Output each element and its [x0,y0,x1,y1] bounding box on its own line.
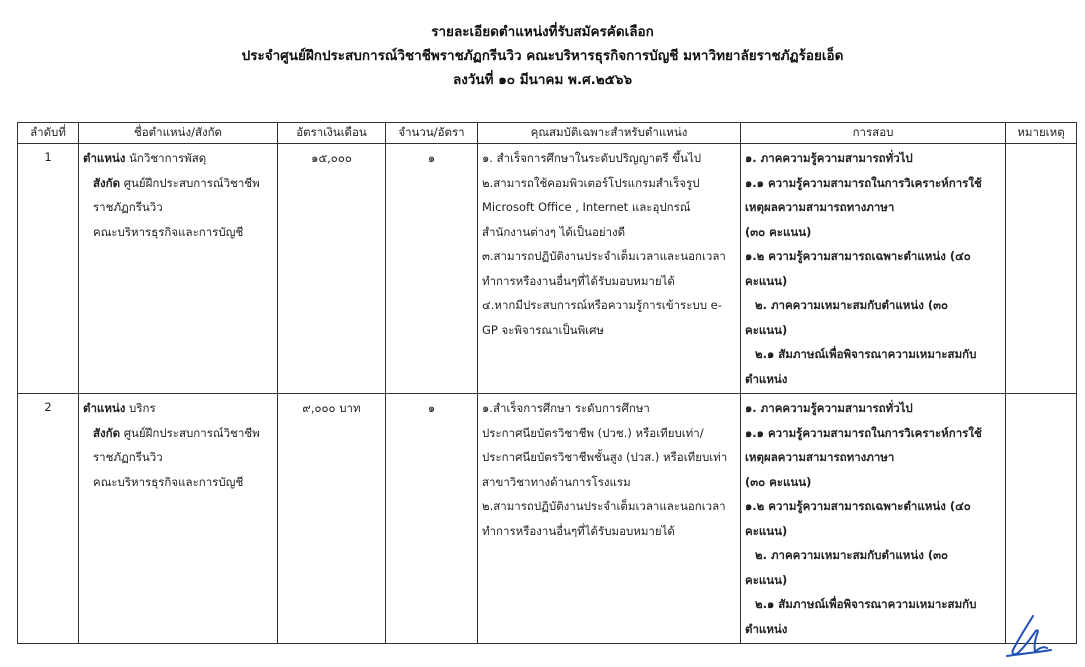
qualification-line: ๑.สำเร็จการศึกษา ระดับการศึกษา [482,401,650,415]
exam-line: เหตุผลความสามารถทางภาษา [745,450,895,464]
exam-line: ๑.๒ ความรู้ความสามารถเฉพาะตำแหน่ง (๔๐ [745,249,971,263]
exam-line: ตำแหน่ง [745,371,788,386]
column-header-note: หมายเหตุ [1006,123,1077,144]
qualification-line: ๑. สำเร็จการศึกษาในระดับปริญญาตรี ขึ้นไป [482,151,702,165]
column-header-position: ชื่อตำแหน่ง/สังกัด [79,123,278,144]
qualification-line: ทำการหรืองานอื่นๆที่ได้รับมอบหมายได้ [482,523,675,538]
exam-line: ๑. ภาคความรู้ความสามารถทั่วไป [745,401,913,415]
qualification-line: ๔.หากมีประสบการณ์หรือความรู้การเข้าระบบ e- [482,298,722,312]
exam-line: ๒.๑ สัมภาษณ์เพื่อพิจารณาความเหมาะสมกับ [755,347,977,361]
affiliation-name: ศูนย์ฝึกประสบการณ์วิชาชีพ [120,425,260,440]
affiliation-line: คณะบริหารธุรกิจและการบัญชี [93,224,244,239]
signature-mark [1005,612,1055,662]
exam-line: (๓๐ คะแนน) [745,474,812,489]
exam-line: ๒.๑ สัมภาษณ์เพื่อพิจารณาความเหมาะสมกับ [755,597,977,611]
document-title: รายละเอียดตำแหน่งที่รับสมัครคัดเลือก [431,24,654,40]
qualifications-cell [478,394,741,644]
affiliation-line [83,421,273,446]
qualifications-cell [478,144,741,394]
qualification-line: ๓.สามารถปฏิบัติงานประจำเต็มเวลาและนอกเวลา [482,249,726,263]
exam-cell [741,144,1006,394]
count-cell: ๑ [386,394,478,644]
salary-cell: ๑๕,๐๐๐ [278,144,386,394]
document-header [0,20,1085,92]
exam-line: (๓๐ คะแนน) [745,224,812,239]
document-subtitle: ประจำศูนย์ฝึกประสบการณ์วิชาชีพราชภัฏกรีนวิว คณะบริหารธุรกิจการบัญชี มหาวิทยาลัยราชภัฏร้อยเอ็ด [241,48,844,64]
qualification-line: สำนักงานต่างๆ ได้เป็นอย่างดี [482,224,626,239]
qualification-line: ประกาศนียบัตรวิชาชีพ (ปวช.) หรือเทียบเท่า/ [482,425,704,440]
exam-line: ๑. ภาคความรู้ความสามารถทั่วไป [745,151,913,165]
affiliation-line: ราชภัฏกรีนวิว [93,200,163,214]
qualification-line: ประกาศนียบัตรวิชาชีพชั้นสูง (ปวส.) หรือเทียบเท่า [482,450,728,464]
column-header-qualifications: คุณสมบัติเฉพาะสำหรับตำแหน่ง [478,123,741,144]
position-name: นักวิชาการพัสดุ [125,151,207,165]
qualification-line: Microsoft Office , Internet และอุปกรณ์ [482,200,691,214]
exam-line: คะแนน) [745,273,788,288]
position-name: บริกร [125,401,156,415]
exam-line: ตำแหน่ง [745,621,788,636]
exam-line: เหตุผลความสามารถทางภาษา [745,200,895,214]
exam-line: ๑.๑ ความรู้ความสามารถในการวิเคราะห์การใช้ [745,425,982,440]
document-date: ลงวันที่ ๑๐ มีนาคม พ.ศ.๒๕๖๖ [452,72,633,88]
column-header-salary: อัตราเงินเดือน [278,123,386,144]
row-number: 1 [18,144,79,394]
position-label: ตำแหน่ง [83,151,126,165]
exam-line: ๑.๑ ความรู้ความสามารถในการวิเคราะห์การใช้ [745,175,982,190]
position-cell [79,394,278,644]
qualification-line: ๒.สามารถใช้คอมพิวเตอร์โปรแกรมสำเร็จรูป [482,175,700,190]
table-row [18,144,1077,394]
table-row [18,394,1077,644]
column-header-exam: การสอบ [741,123,1006,144]
exam-line: ๒. ภาคความเหมาะสมกับตำแหน่ง (๓๐ [755,548,948,562]
note-cell [1006,144,1077,394]
exam-line: ๒. ภาคความเหมาะสมกับตำแหน่ง (๓๐ [755,298,948,312]
column-header-count: จำนวน/อัตรา [386,123,478,144]
affiliation-line: ราชภัฏกรีนวิว [93,450,163,464]
affiliation-line: คณะบริหารธุรกิจและการบัญชี [93,474,244,489]
exam-line: คะแนน) [745,322,788,337]
affiliation-name: ศูนย์ฝึกประสบการณ์วิชาชีพ [120,175,260,190]
affiliation-line [83,171,273,196]
note-cell [1006,394,1077,644]
qualification-line: ๒.สามารถปฏิบัติงานประจำเต็มเวลาและนอกเวลา [482,499,726,513]
qualification-line: สาขาวิชาทางด้านการโรงแรม [482,474,631,489]
count-cell: ๑ [386,144,478,394]
exam-line: คะแนน) [745,572,788,587]
exam-line: คะแนน) [745,523,788,538]
positions-table [17,122,1077,644]
affiliation-label: สังกัด [93,175,121,190]
exam-cell [741,394,1006,644]
row-number: 2 [18,394,79,644]
position-line [83,146,273,171]
position-cell [79,144,278,394]
salary-cell: ๙,๐๐๐ บาท [278,394,386,644]
affiliation-label: สังกัด [93,425,121,440]
qualification-line: ทำการหรืองานอื่นๆที่ได้รับมอบหมายได้ [482,273,675,288]
position-line [83,396,273,421]
qualification-line: GP จะพิจารณาเป็นพิเศษ [482,322,604,337]
column-header-no: ลำดับที่ [18,123,79,144]
signature-stroke [1007,616,1051,656]
exam-line: ๑.๒ ความรู้ความสามารถเฉพาะตำแหน่ง (๔๐ [745,499,971,513]
position-label: ตำแหน่ง [83,401,126,415]
table-header-row [18,123,1077,144]
